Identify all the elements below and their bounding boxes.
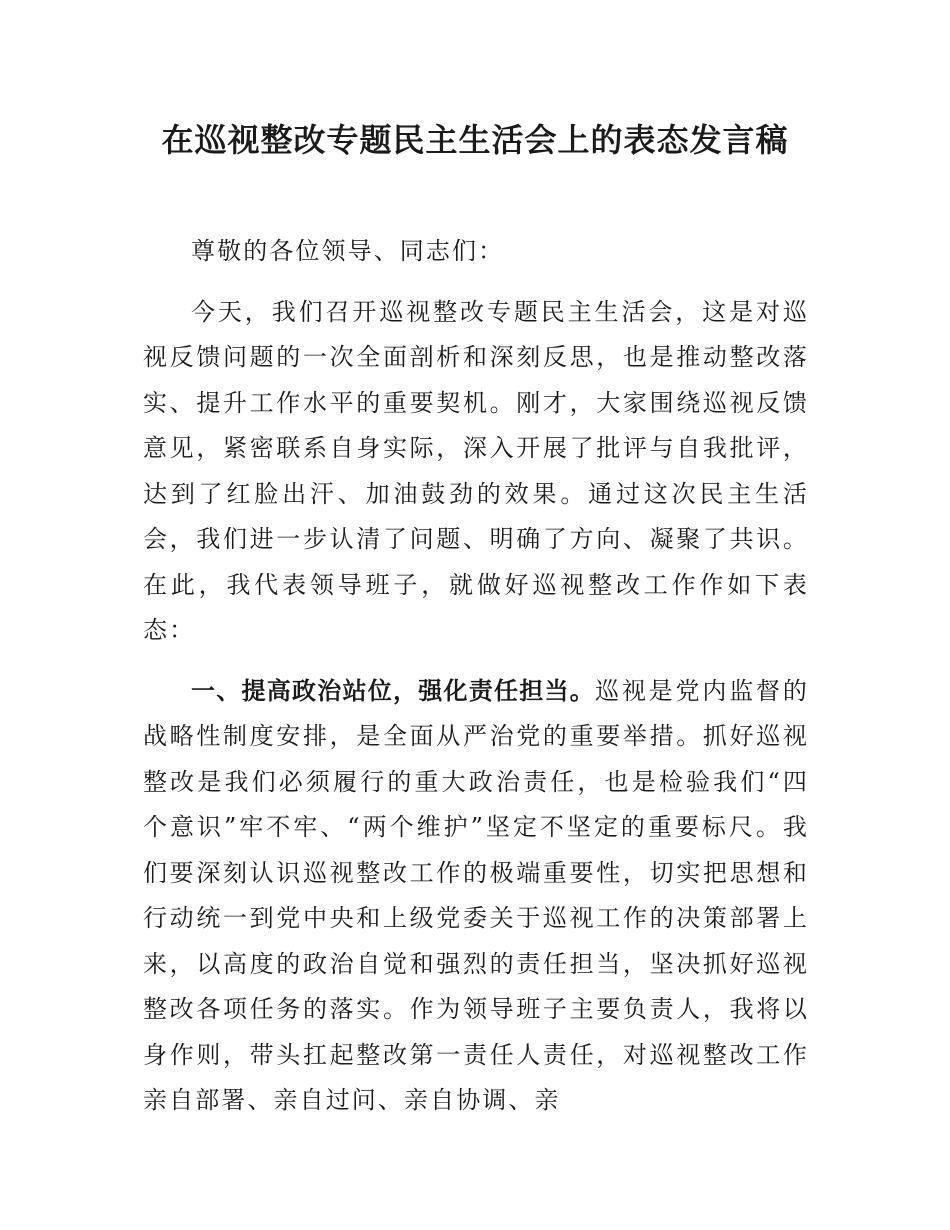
- section-1-body: 巡视是党内监督的战略性制度安排，是全面从严治党的重要举措。抓好巡视整改是我们必须履行的重大政治责任，也是检验我们“四个意识”牢不牢、“两个维护”坚定不坚定的重要标尺。我们要深刻认识巡视整改工作的极端重要性，切实把思想和行动统一到党中央和上级党委关于巡视工作的决策部署上来，以高度的政治自觉和强烈的责任担当，坚决抓好巡视整改各项任务的落实。作为领导班子主要负责人，我将以身作则，带头扛起整改第一责任人责任，对巡视整改工作亲自部署、亲自过问、亲自协调、亲: [143, 676, 809, 1114]
- document-body: [143, 229, 809, 1139]
- document-title: 在巡视整改专题民主生活会上的表态发言稿: [161, 121, 789, 159]
- greeting-paragraph: 尊敬的各位领导、同志们：: [191, 237, 505, 265]
- section-1-paragraph: [143, 669, 809, 1124]
- section-1-heading: 一、提高政治站位，强化责任担当。: [191, 676, 595, 705]
- intro-paragraph: 今天，我们召开巡视整改专题民主生活会，这是对巡视反馈问题的一次全面剖析和深刻反思，也是推动整改落实、提升工作水平的重要契机。刚才，大家围绕巡视反馈意见，紧密联系自身实际，深入开展了批评与自我批评，达到了红脸出汗、加油鼓劲的效果。通过这次民主生活会，我们进一步认清了问题、明确了方向、凝聚了共识。在此，我代表领导班子，就做好巡视整改工作作如下表态：: [143, 297, 809, 644]
